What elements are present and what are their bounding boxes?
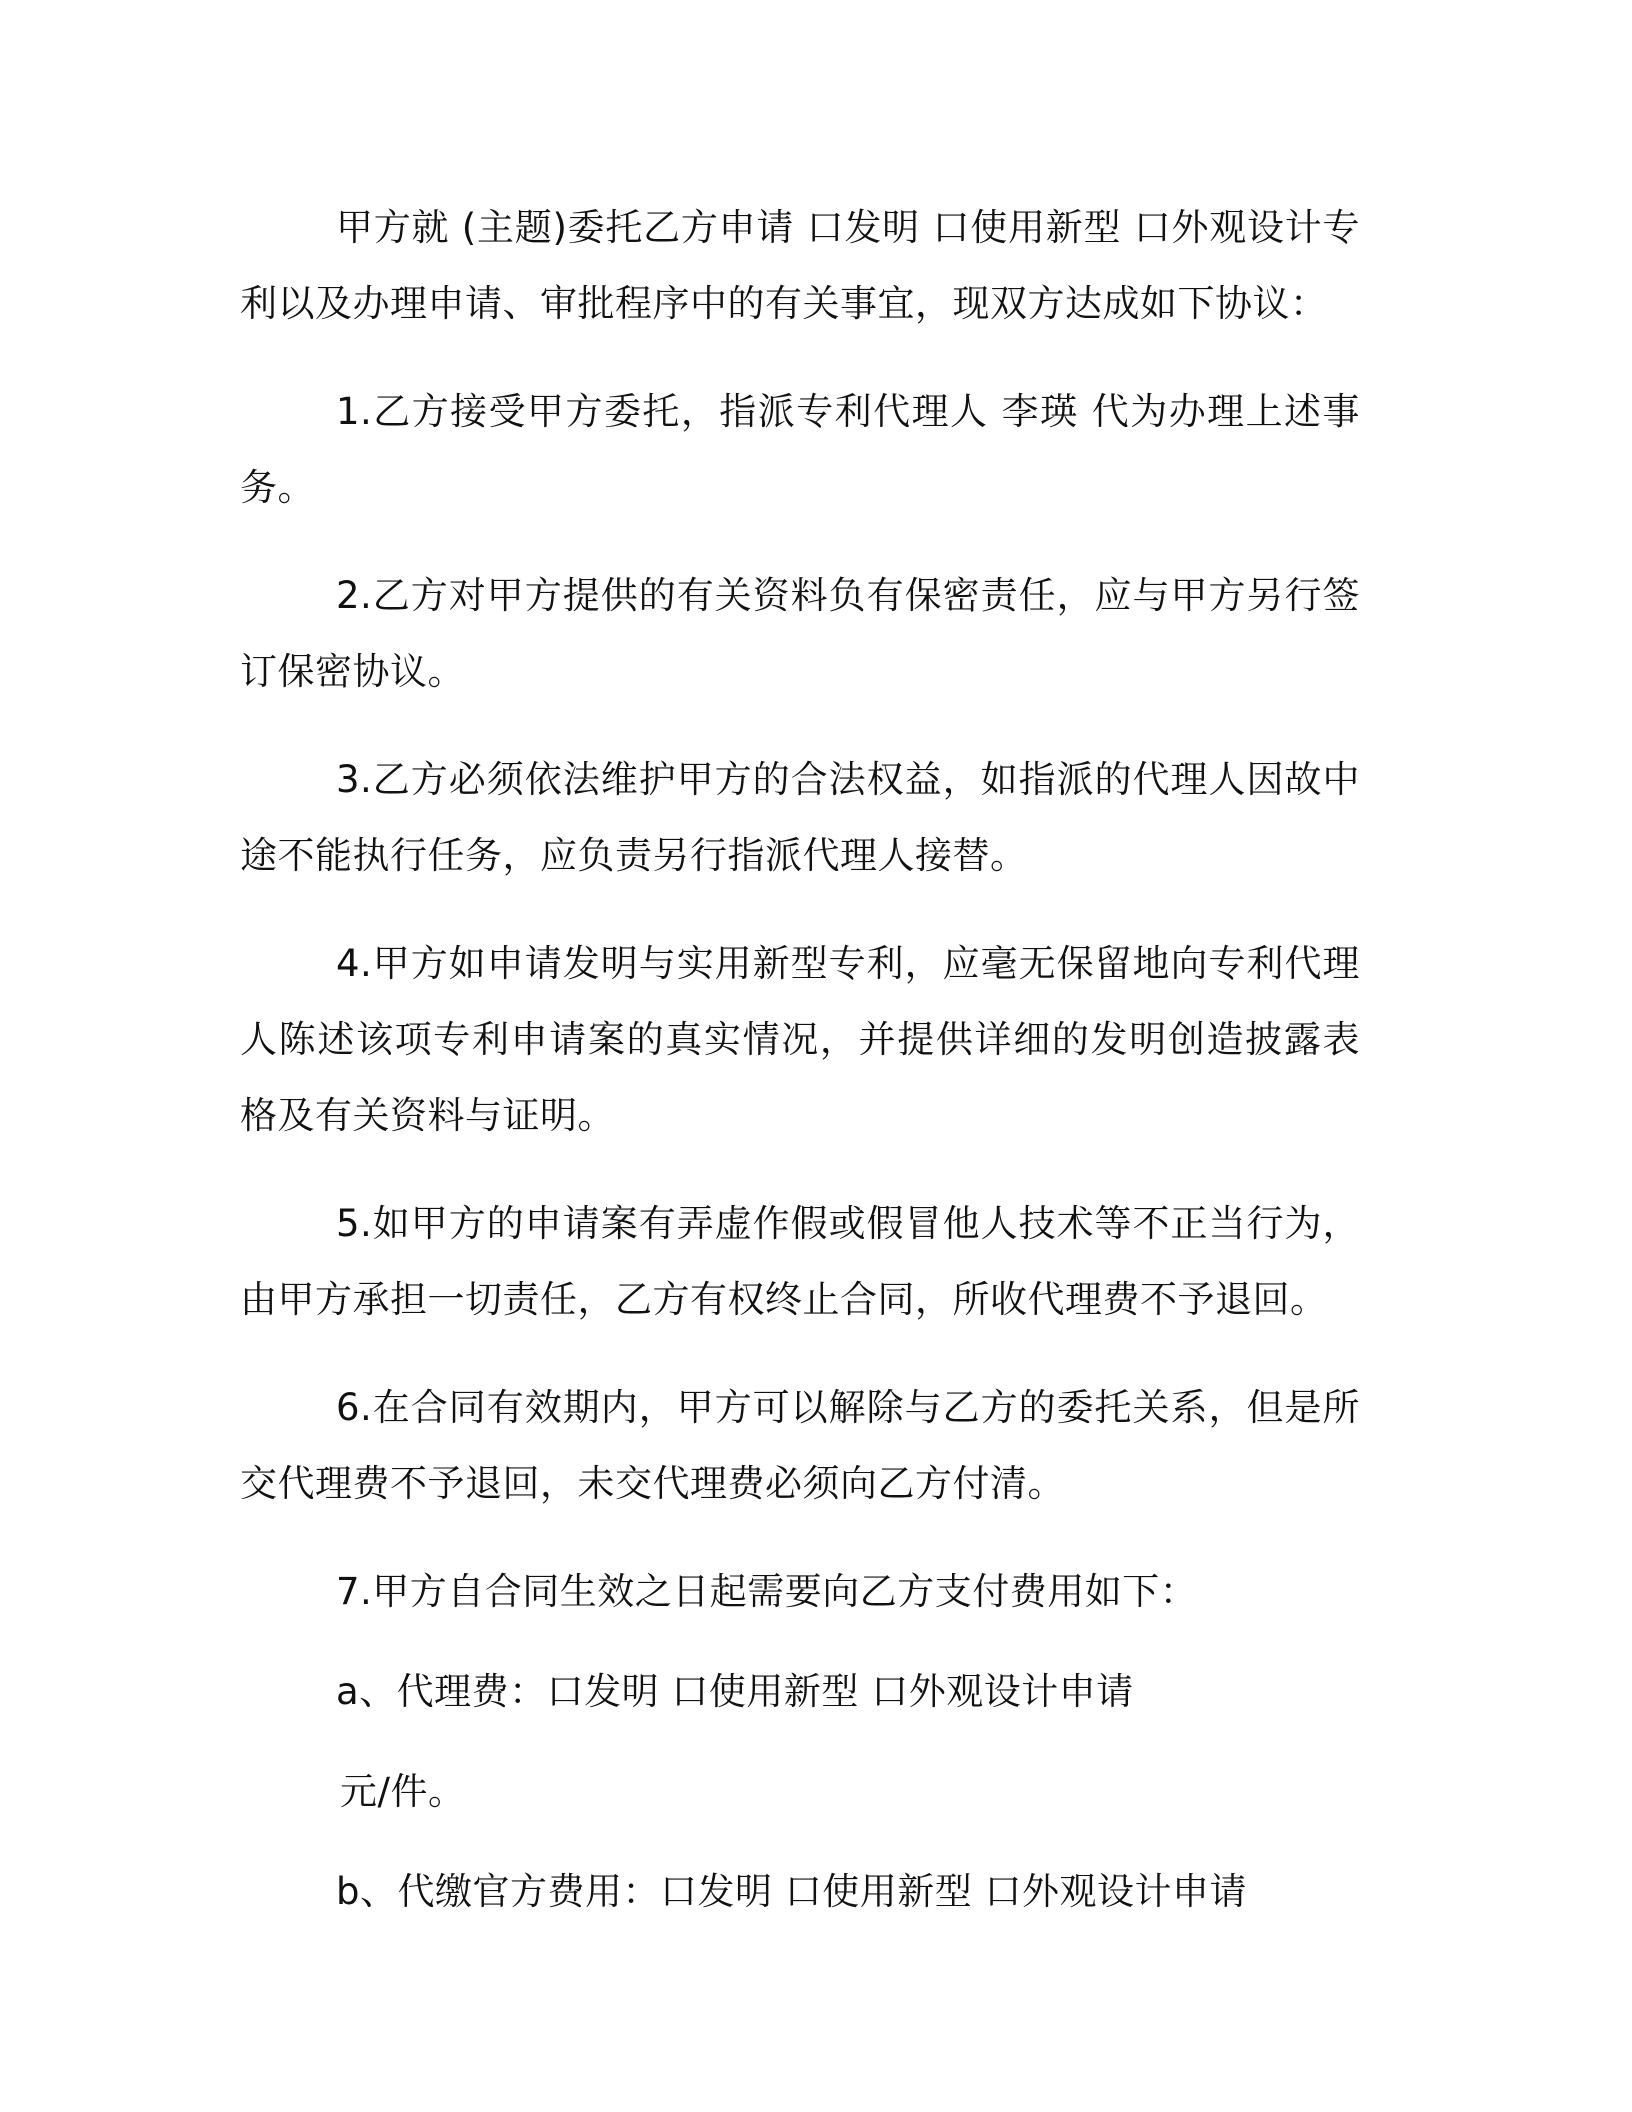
clause-2: 2.乙方对甲方提供的有关资料负有保密责任，应与甲方另行签订保密协议。	[240, 574, 1360, 693]
fee-item-a-unit: 元/件。	[340, 1770, 466, 1813]
clause-1: 1.乙方接受甲方委托，指派专利代理人 李瑛 代为办理上述事务。	[240, 390, 1360, 509]
clause-5: 5.如甲方的申请案有弄虚作假或假冒他人技术等不正当行为，由甲方承担一切责任，乙方有权终止合同，所收代理费不予退回。	[240, 1202, 1360, 1321]
fee-item-b: b、代缴官方费用：口发明 口使用新型 口外观设计申请	[336, 1870, 1248, 1913]
clause-6: 6.在合同有效期内，甲方可以解除与乙方的委托关系，但是所交代理费不予退回，未交代理费必须向乙方付清。	[240, 1386, 1360, 1505]
intro-paragraph: 甲方就 (主题)委托乙方申请 口发明 口使用新型 口外观设计专利以及办理申请、审批程序中的有关事宜，现双方达成如下协议：	[240, 206, 1360, 325]
fee-item-a: a、代理费：口发明 口使用新型 口外观设计申请	[336, 1670, 1134, 1713]
clause-4: 4.甲方如申请发明与实用新型专利，应毫无保留地向专利代理人陈述该项专利申请案的真实情况，并提供详细的发明创造披露表格及有关资料与证明。	[240, 942, 1360, 1137]
document-page	[240, 190, 1360, 1962]
clause-7: 7.甲方自合同生效之日起需要向乙方支付费用如下：	[336, 1570, 1198, 1613]
clause-3: 3.乙方必须依法维护甲方的合法权益，如指派的代理人因故中途不能执行任务，应负责另行指派代理人接替。	[240, 758, 1360, 877]
